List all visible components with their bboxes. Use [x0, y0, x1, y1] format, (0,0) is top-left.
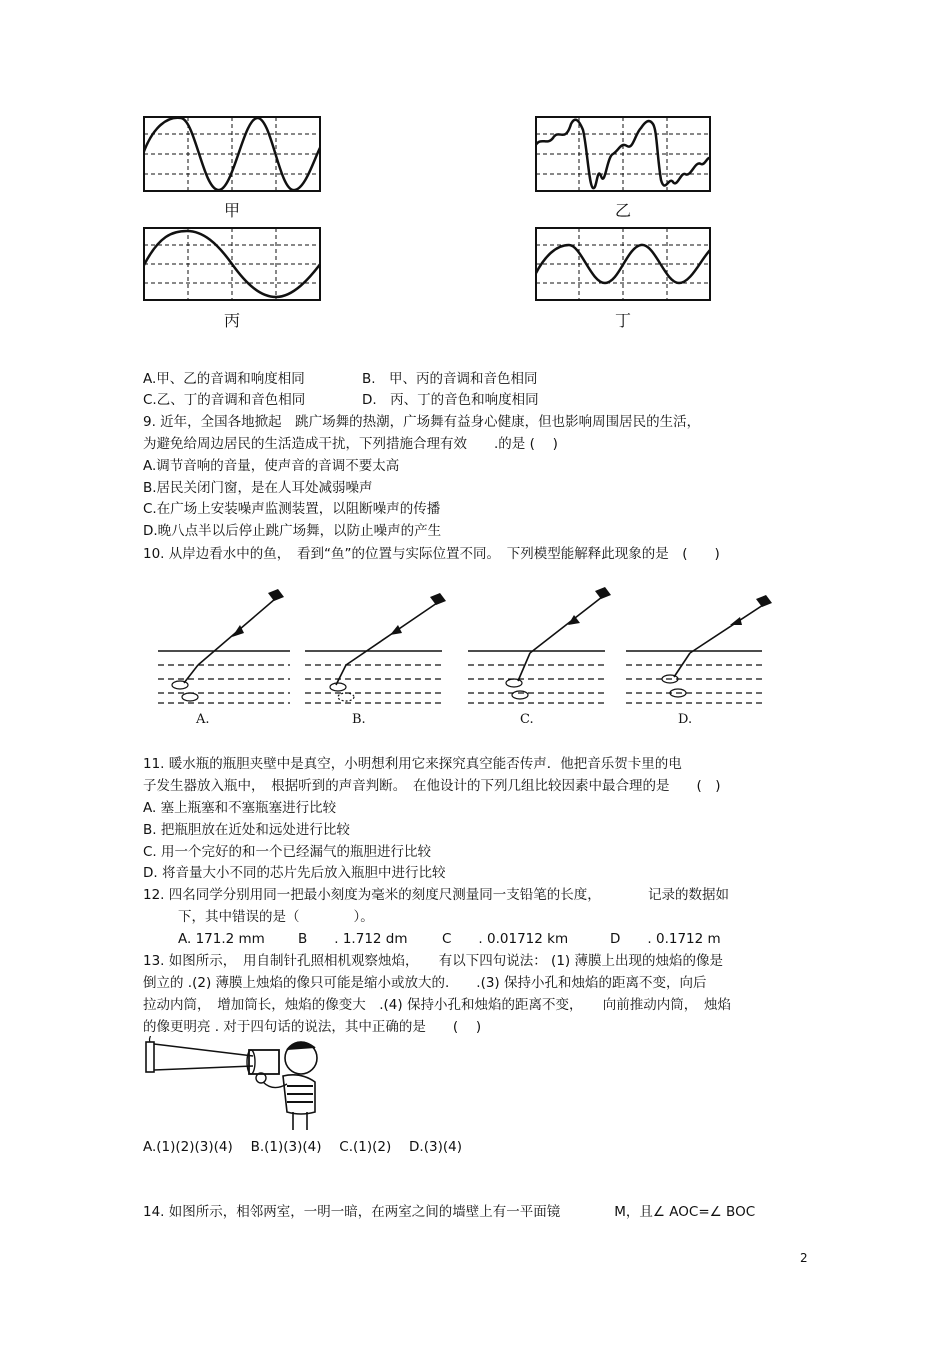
q10-label-d: D. [678, 712, 693, 727]
q12-option-a: A. 171.2 mm [178, 931, 265, 947]
q9-option-c: C.在广场上安装噪声监测装置，以阻断噪声的传播 [143, 501, 441, 517]
page-number: 2 [800, 1251, 808, 1265]
q13-options: A.(1)(2)(3)(4) B.(1)(3)(4) C.(1)(2) D.(3)(4) [143, 1139, 462, 1155]
waveform-ding [535, 227, 711, 301]
q10-label-a: A. [196, 712, 210, 727]
waveform-yi [535, 116, 711, 192]
q12-option-d: D . 0.1712 m [610, 931, 721, 947]
waveform-label-yi: 乙 [614, 201, 631, 220]
q11-option-a: A. 塞上瓶塞和不塞瓶塞进行比较 [143, 800, 337, 816]
q10-label-c: C. [520, 712, 534, 727]
q9-stem-line1: 9. 近年，全国各地掀起 跳广场舞的热潮，广场舞有益身心健康，但也影响周围居民的生活， [143, 414, 701, 430]
q8-option-b: B. 甲、丙的音调和音色相同 [362, 371, 538, 387]
q13-stem-line2: 倒立的 .(2) 薄膜上烛焰的像只可能是缩小或放大的. .(3) 保持小孔和烛焰的距离不变，向后 [143, 975, 707, 991]
q9-option-a: A.调节音响的音量，使声音的音调不要太高 [143, 458, 400, 474]
waveform-label-ding: 丁 [614, 311, 631, 330]
waveform-label-jia: 甲 [223, 201, 240, 220]
q11-stem-line2: 子发生器放入瓶中， 根据听到的声音判断。 在他设计的下列几组比较因素中最合理的是 ( ) [143, 778, 721, 794]
q12-option-b: B . 1.712 dm [298, 931, 408, 947]
q13-stem-line4: 的像更明亮 . 对于四句话的说法，其中正确的是 ( ) [143, 1019, 482, 1035]
q8-option-c: C.乙、丁的音调和音色相同 [143, 392, 306, 408]
q10-label-b: B. [352, 712, 366, 727]
q10-stem: 10. 从岸边看水中的鱼， 看到“鱼”的位置与实际位置不同。 下列模型能解释此现象的是 ( ) [143, 546, 720, 562]
q9-option-d: D.晚八点半以后停止跳广场舞，以防止噪声的产生 [143, 523, 442, 539]
q14-stem-line1: 14. 如图所示，相邻两室，一明一暗，在两室之间的墙壁上有一平面镜 M，且∠ AOC=∠ BOC [143, 1204, 756, 1220]
q8-option-a: A.甲、乙的音调和响度相同 [143, 371, 305, 387]
q8-option-d: D. 丙、丁的音色和响度相同 [362, 392, 539, 408]
q12-stem-line1: 12. 四名同学分别用同一把最小刻度为毫米的刻度尺测量同一支铅笔的长度， 记录的数据如 [143, 887, 730, 903]
q11-option-d: D. 将音量大小不同的芯片先后放入瓶胆中进行比较 [143, 865, 446, 881]
q11-stem-line1: 11. 暖水瓶的瓶胆夹壁中是真空，小明想利用它来探究真空能否传声．他把音乐贺卡里的电 [143, 756, 682, 772]
q12-option-c: C . 0.01712 km [442, 931, 569, 947]
q9-option-b: B.居民关闭门窗，是在人耳处减弱噪声 [143, 480, 373, 496]
q12-stem-line2: 下，其中错误的是（ ）。 [178, 909, 374, 925]
pinhole-camera-figure [143, 1036, 343, 1131]
q9-stem-line2: 为避免给周边居民的生活造成干扰，下列措施合理有效 .的是 ( ) [143, 436, 558, 452]
q11-option-b: B. 把瓶胆放在近处和远处进行比较 [143, 822, 350, 838]
waveform-jia [143, 116, 321, 192]
waveform-label-bing: 丙 [223, 311, 240, 330]
waveform-bing [143, 227, 321, 301]
q11-option-c: C. 用一个完好的和一个已经漏气的瓶胆进行比较 [143, 844, 432, 860]
q10-refraction-diagrams [150, 585, 790, 715]
q13-stem-line1: 13. 如图所示， 用自制针孔照相机观察烛焰， 有以下四句说法： (1) 薄膜上出现的烛焰的像是 [143, 953, 723, 969]
q13-stem-line3: 拉动内筒， 增加筒长，烛焰的像变大 .(4) 保持小孔和烛焰的距离不变， 向前推动内筒， 烛焰 [143, 997, 731, 1013]
